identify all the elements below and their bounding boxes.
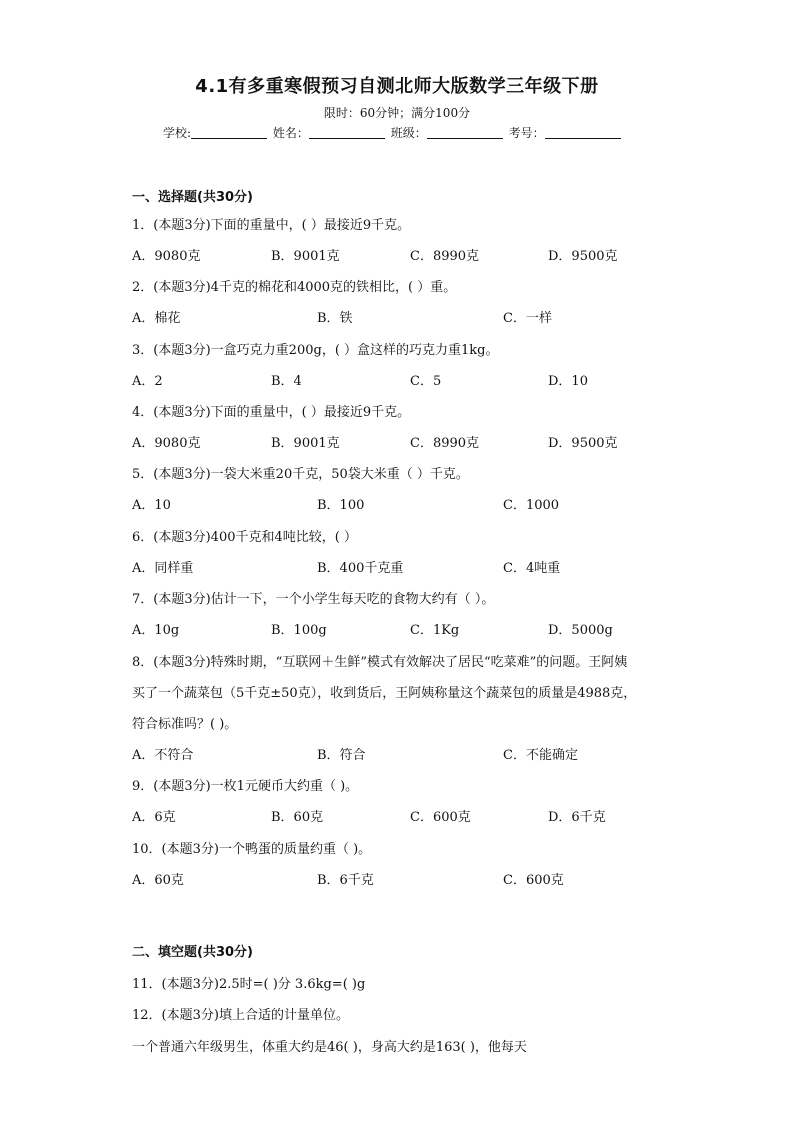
option[interactable]: A．10: [132, 498, 171, 513]
option[interactable]: B．4: [271, 374, 302, 389]
option[interactable]: C．1000: [503, 498, 560, 513]
question-5-options: [132, 494, 672, 512]
question-8-line-1: 8．(本题3分)特殊时期，“互联网＋生鲜”模式有效解决了居民“吃菜难”的问题。王阿姨: [132, 655, 628, 670]
school-label: 学校:: [163, 126, 192, 140]
student-info-row: [163, 124, 623, 141]
question-1-options: [132, 245, 672, 263]
page-title: 4.1有多重寒假预习自测北师大版数学三年级下册: [195, 76, 599, 97]
question-9-options: [132, 806, 672, 824]
option[interactable]: D．9500克: [548, 436, 618, 451]
question-8-line-2: 买了一个蔬菜包（5千克±50克），收到货后，王阿姨称量这个蔬菜包的质量是4988克，: [132, 686, 637, 701]
question-3: 3．(本题3分)一盒巧克力重200g，( ）盒这样的巧克力重1kg。: [132, 343, 499, 358]
section-title-choice: 一、选择题(共30分): [132, 190, 253, 205]
question-11: 11．(本题3分)2.5时=( )分 3.6kg=( )g: [132, 977, 366, 992]
exam-number-label: 考号：: [508, 126, 545, 140]
option[interactable]: B．60克: [271, 810, 324, 825]
option[interactable]: C．4吨重: [503, 561, 561, 576]
option[interactable]: C．600克: [410, 810, 471, 825]
question-12: 12．(本题3分)填上合适的计量单位。: [132, 1008, 349, 1023]
question-1: 1．(本题3分)下面的重量中，( ）最接近9千克。: [132, 218, 411, 233]
exam-number-blank[interactable]: [545, 126, 621, 139]
question-3-options: [132, 370, 672, 388]
option[interactable]: B．100g: [271, 623, 327, 638]
name-label: 姓名：: [272, 126, 309, 140]
question-9: 9．(本题3分)一枚1元硬币大约重（ )。: [132, 779, 359, 794]
question-6: 6．(本题3分)400千克和4吨比较，( ）: [132, 530, 357, 545]
section-title-fill: 二、填空题(共30分): [132, 945, 253, 960]
option[interactable]: B．6千克: [317, 873, 374, 888]
option[interactable]: A．60克: [132, 873, 184, 888]
name-blank[interactable]: [309, 126, 385, 139]
question-7-options: [132, 619, 672, 637]
option[interactable]: C．一样: [503, 311, 552, 326]
option[interactable]: A．2: [132, 374, 163, 389]
option[interactable]: B．100: [317, 498, 365, 513]
question-10: 10．(本题3分)一个鸭蛋的质量约重（ )。: [132, 842, 372, 857]
option[interactable]: A．6克: [132, 810, 176, 825]
option[interactable]: D．10: [548, 374, 588, 389]
time-limit: 限时：60分钟；满分100分: [323, 106, 471, 120]
option[interactable]: C．1Kg: [410, 623, 460, 638]
question-4-options: [132, 432, 672, 450]
question-12-body: 一个普通六年级男生，体重大约是46( )，身高大约是163( )，他每天: [132, 1040, 527, 1055]
option[interactable]: B．铁: [317, 311, 353, 326]
option[interactable]: A．同样重: [132, 561, 194, 576]
school-blank[interactable]: [191, 126, 267, 139]
option[interactable]: A．9080克: [132, 436, 201, 451]
option[interactable]: B．9001克: [271, 436, 340, 451]
option[interactable]: C．8990克: [410, 436, 480, 451]
option[interactable]: C．不能确定: [503, 748, 578, 763]
option[interactable]: A．10g: [132, 623, 180, 638]
option[interactable]: C．600克: [503, 873, 564, 888]
option[interactable]: B．符合: [317, 748, 366, 763]
question-6-options: [132, 557, 672, 575]
question-8-line-3: 符合标准吗？( )。: [132, 717, 238, 732]
class-label: 班级：: [390, 126, 427, 140]
option[interactable]: A．不符合: [132, 748, 194, 763]
question-7: 7．(本题3分)估计一下，一个小学生每天吃的食物大约有（ ）。: [132, 592, 495, 607]
option[interactable]: A．棉花: [132, 311, 181, 326]
question-4: 4．(本题3分)下面的重量中，( ）最接近9千克。: [132, 405, 411, 420]
class-blank[interactable]: [427, 126, 503, 139]
question-2-options: [132, 307, 672, 325]
question-5: 5．(本题3分)一袋大米重20千克，50袋大米重（ ）千克。: [132, 467, 469, 482]
option[interactable]: D．9500克: [548, 249, 618, 264]
option[interactable]: C．8990克: [410, 249, 480, 264]
option[interactable]: B．9001克: [271, 249, 340, 264]
question-10-options: [132, 869, 672, 887]
option[interactable]: D．6千克: [548, 810, 606, 825]
option[interactable]: A．9080克: [132, 249, 201, 264]
option[interactable]: C．5: [410, 374, 442, 389]
option[interactable]: B．400千克重: [317, 561, 404, 576]
question-2: 2．(本题3分)4千克的棉花和4000克的铁相比，( ）重。: [132, 280, 457, 295]
option[interactable]: D．5000g: [548, 623, 613, 638]
question-8-options: [132, 744, 672, 762]
